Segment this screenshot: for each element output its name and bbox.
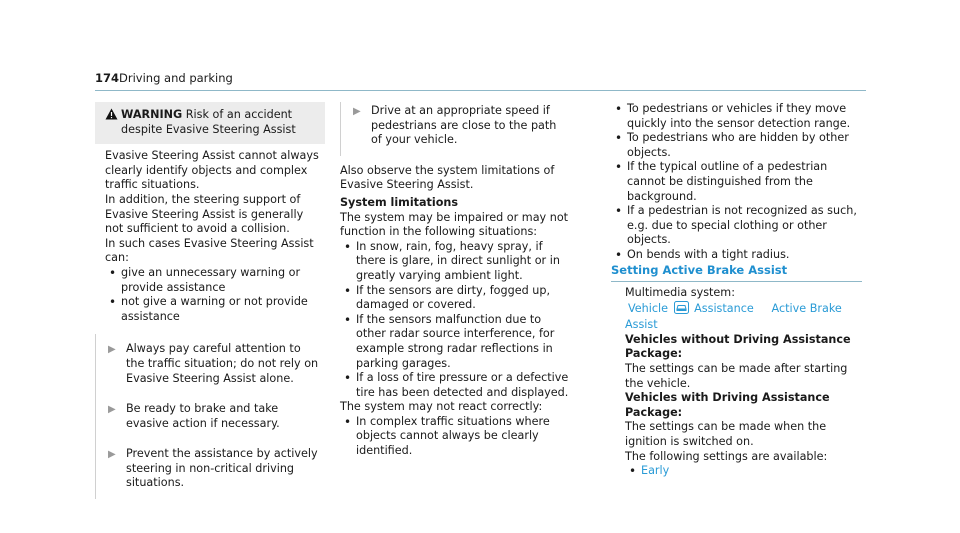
limits-intro: The system may be impaired or may not function in the following situations: bbox=[340, 210, 569, 239]
observe-text: Also observe the system limitations of Evasive Steering Assist. bbox=[340, 163, 555, 192]
instruction-text: Drive at an appropriate speed if pedestrians are close to the path of your vehicle. bbox=[371, 104, 557, 147]
limits-list bbox=[340, 240, 570, 401]
path-assist-link[interactable]: Assist bbox=[625, 318, 658, 332]
multimedia-label: Multimedia system: bbox=[625, 286, 735, 299]
instruction-text: Prevent the assistance by actively steering in non-critical driving situations. bbox=[126, 447, 318, 490]
with-heading: Vehicles with Driving Assistance Package: bbox=[625, 391, 830, 419]
option-label[interactable]: Early bbox=[641, 464, 670, 478]
instruction-step bbox=[340, 102, 570, 156]
page-header bbox=[95, 69, 866, 91]
column-3 bbox=[611, 102, 866, 263]
setting-heading: Setting Active Brake Assist bbox=[611, 263, 862, 282]
path-assistance-link[interactable]: Assistance bbox=[694, 301, 754, 315]
instruction-step bbox=[95, 439, 325, 499]
warning-label: WARNING bbox=[121, 108, 183, 121]
without-text: The settings can be made after starting the vehicle. bbox=[625, 361, 848, 390]
arrow-right-icon: ▶ bbox=[108, 449, 116, 461]
list-item: • To pedestrians who are hidden by other objects. bbox=[611, 131, 866, 160]
list-item: • If a loss of tire pressure or a defective tire has been detected and displayed. bbox=[340, 371, 570, 400]
section-title: Driving and parking bbox=[119, 71, 233, 85]
instruction-step bbox=[95, 334, 325, 394]
warning-body bbox=[95, 144, 325, 324]
list-item: • If the sensors are dirty, fogged up, damaged or covered. bbox=[340, 284, 570, 313]
column-2 bbox=[340, 102, 570, 459]
list-item: • If a pedestrian is not recognized as such, e.g. due to special clothing or other objects. bbox=[611, 204, 866, 248]
list-item: • In snow, rain, fog, heavy spray, if there is glare, in direct sunlight or in greatly varying ambient light. bbox=[340, 240, 570, 284]
warning-para-1: Evasive Steering Assist cannot always clearly identify objects and complex traffic situations. bbox=[105, 149, 319, 192]
without-heading: Vehicles without Driving Assistance Package: bbox=[625, 332, 851, 361]
instruction-text: Always pay careful attention to the traffic situation; do not rely on Evasive Steering Assist alone. bbox=[126, 342, 319, 385]
arrow-right-icon: ▶ bbox=[108, 344, 116, 356]
react-list-cont bbox=[611, 102, 866, 263]
list-item: • To pedestrians or vehicles if they move quickly into the sensor detection range. bbox=[611, 102, 866, 131]
path-active-brake-link[interactable]: Active Brake bbox=[771, 301, 842, 315]
options-list bbox=[625, 464, 865, 479]
limits-heading: System limitations bbox=[340, 195, 459, 209]
car-icon bbox=[674, 301, 689, 319]
instruction-step bbox=[95, 394, 325, 439]
arrow-right-icon: ▶ bbox=[353, 106, 361, 117]
option-early[interactable] bbox=[625, 464, 865, 479]
list-item: • not give a warning or not provide assistance bbox=[105, 295, 325, 324]
list-item: • give an unnecessary warning or provide assistance bbox=[105, 266, 325, 295]
warning-title: Risk of an accident despite Evasive Steering Assist bbox=[121, 108, 296, 136]
available-intro: The following settings are available: bbox=[625, 449, 828, 463]
warning-para-2: In addition, the steering support of Evasive Steering Assist is generally not sufficient to avoid a collision. bbox=[105, 192, 304, 236]
list-item: • In complex traffic situations where objects cannot always be clearly identified. bbox=[340, 415, 570, 459]
column-1 bbox=[95, 102, 325, 499]
list-item: • On bends with a tight radius. bbox=[611, 248, 866, 263]
react-list bbox=[340, 415, 570, 459]
warning-box bbox=[95, 102, 325, 144]
path-vehicle-link[interactable]: Vehicle bbox=[628, 301, 669, 315]
warning-triangle-icon bbox=[105, 108, 121, 137]
list-item: • If the typical outline of a pedestrian cannot be distinguished from the background. bbox=[611, 160, 866, 204]
list-item: • If the sensors malfunction due to other radar source interference, for example strong radar reflections in parking garages. bbox=[340, 313, 570, 371]
with-text: The settings can be made when the ignition is switched on. bbox=[625, 420, 827, 448]
setting-section bbox=[625, 286, 865, 479]
arrow-right-icon: ▶ bbox=[108, 404, 116, 416]
warning-list bbox=[105, 266, 325, 324]
instruction-text: Be ready to brake and take evasive action if necessary. bbox=[126, 402, 280, 430]
page-number: 174 bbox=[95, 71, 120, 85]
react-intro: The system may not react correctly: bbox=[340, 400, 543, 414]
warning-para-3: In such cases Evasive Steering Assist can: bbox=[105, 236, 314, 265]
